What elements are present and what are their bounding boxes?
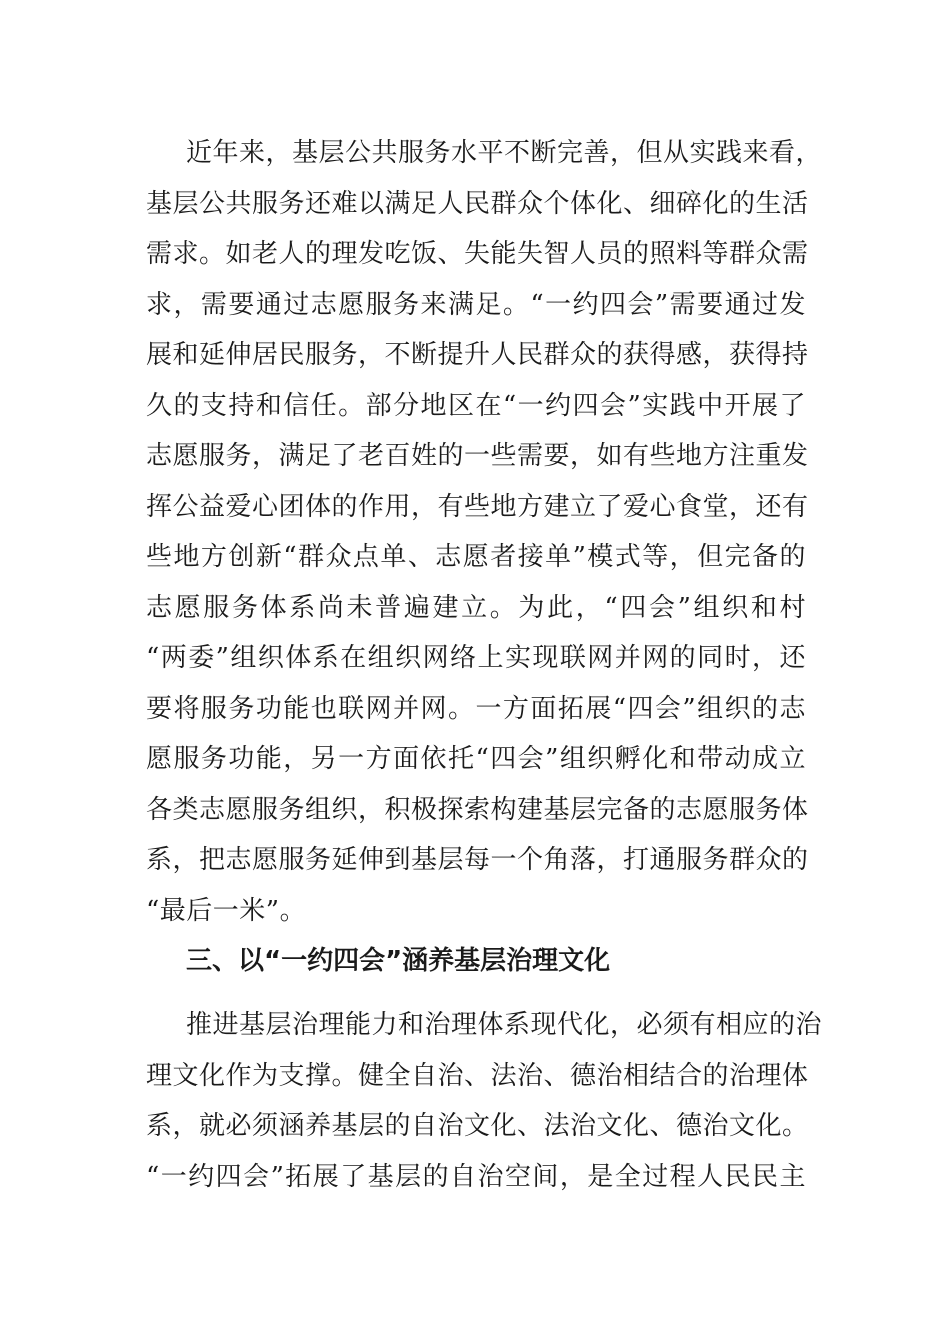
paragraph-line: 近年来，基层公共服务水平不断完善，但从实践来看，: [186, 138, 823, 168]
paragraph-line: “一约四会”拓展了基层的自治空间，是全过程人民民主: [146, 1161, 806, 1192]
paragraph-line: 系，就必须涵养基层的自治文化、法治文化、德治文化。: [146, 1111, 809, 1141]
paragraph-line: 志愿服务体系尚未普遍建立。为此，“四会”组织和村: [146, 592, 806, 623]
paragraph-line: 挥公益爱心团体的作用，有些地方建立了爱心食堂，还有: [146, 491, 809, 522]
paragraph-line: 理文化作为支撑。健全自治、法治、德治相结合的治理体: [146, 1060, 809, 1091]
paragraph-line: 基层公共服务还难以满足人民群众个体化、细碎化的生活: [146, 188, 809, 219]
paragraph-line: 展和延伸居民服务，不断提升人民群众的获得感，获得持: [146, 340, 809, 370]
paragraph-governance-culture: [146, 1000, 823, 1202]
paragraph-line: “两委”组织体系在组织网络上实现联网并网的同时，还: [146, 643, 806, 673]
paragraph-line: 志愿服务，满足了老百姓的一些需要，如有些地方注重发: [146, 441, 809, 471]
paragraph-line: 需求。如老人的理发吃饭、失能失智人员的照料等群众需: [146, 239, 809, 269]
paragraph-volunteer-service: [146, 128, 823, 936]
paragraph-line: “最后一米”。: [146, 895, 307, 926]
paragraph-line: 各类志愿服务组织，积极探索构建基层完备的志愿服务体: [146, 794, 809, 825]
paragraph-line: 推进基层治理能力和治理体系现代化，必须有相应的治: [186, 1010, 823, 1040]
paragraph-line: 系，把志愿服务延伸到基层每一个角落，打通服务群众的: [146, 845, 809, 875]
paragraph-line: 求，需要通过志愿服务来满足。“一约四会”需要通过发: [146, 289, 806, 320]
section-heading: 三、以“一约四会”涵养基层治理文化: [186, 946, 611, 976]
paragraph-line: 要将服务功能也联网并网。一方面拓展“四会”组织的志: [146, 693, 806, 724]
paragraph-line: 些地方创新“群众点单、志愿者接单”模式等，但完备的: [146, 542, 806, 572]
paragraph-line: 久的支持和信任。部分地区在“一约四会”实践中开展了: [146, 390, 806, 421]
paragraph-line: 愿服务功能，另一方面依托“四会”组织孵化和带动成立: [146, 744, 806, 774]
